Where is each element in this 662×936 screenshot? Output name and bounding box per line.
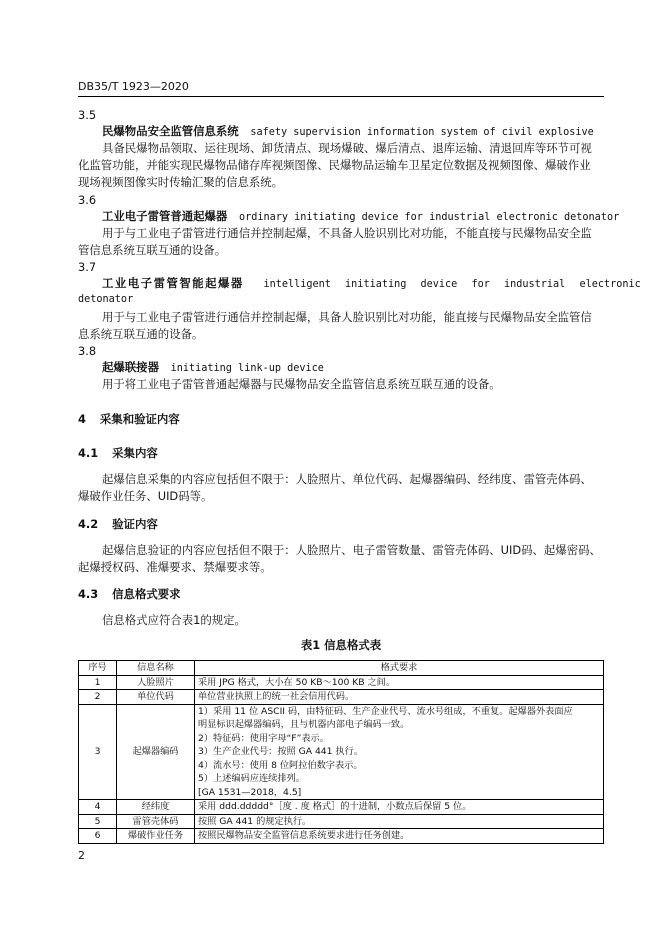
info-format-table bbox=[78, 660, 604, 844]
requirement-line: 2）特征码：使用字母“F”表示。 bbox=[198, 732, 329, 744]
clause-number: 3.7 bbox=[78, 260, 97, 274]
cell-requirement: 采用 ddd.ddddd°［度 . 度 格式］的十进制，小数点后保留 5 位。 bbox=[195, 800, 604, 815]
cell-requirement: 按照民爆物品安全监管信息系统要求进行任务创建。 bbox=[195, 829, 604, 844]
subsection-title: 验证内容 bbox=[112, 517, 158, 531]
definition-line: 用于与工业电子雷管进行通信并控制起爆，不具备人脸识别比对功能，不能直接与民爆物品安全监 bbox=[102, 226, 592, 240]
requirement-line: 1）采用 11 位 ASCII 码，由特征码、生产企业代号、流水号组成，不重复。起爆器外表面应 bbox=[198, 705, 573, 717]
definition-line: 具备民爆物品领取、运往现场、卸货清点、现场爆破、爆后清点、退库运输、清退回库等环节可视 bbox=[102, 141, 592, 155]
term-english: intelligent initiating device for industrial electronic bbox=[263, 279, 641, 290]
cell-no: 4 bbox=[79, 800, 117, 815]
cell-requirement: 单位营业执照上的统一社会信用代码。 bbox=[195, 690, 604, 705]
term-english: safety supervision information system of civil explosive bbox=[250, 127, 594, 138]
cell-name: 雷管壳体码 bbox=[117, 814, 195, 829]
term-entry bbox=[102, 274, 641, 294]
subsection-heading bbox=[78, 585, 181, 603]
paragraph-line: 起爆授权码、准爆要求、禁爆要求等。 bbox=[78, 560, 272, 574]
paragraph-line: 起爆信息采集的内容应包括但不限于：人脸照片、单位代码、起爆器编码、经纬度、雷管壳体码、 bbox=[102, 472, 592, 486]
table-row bbox=[79, 675, 604, 690]
subsection-title: 采集内容 bbox=[112, 446, 158, 460]
table-caption: 表1 信息格式表 bbox=[300, 638, 382, 652]
paragraph-line: 爆破作业任务、UID码等。 bbox=[78, 489, 213, 503]
requirement-line: 明显标识起爆器编码，且与机器内部电子编码一致。 bbox=[198, 719, 410, 730]
paragraph-line: 信息格式应符合表1的规定。 bbox=[102, 613, 246, 627]
cell-name: 人脸照片 bbox=[117, 675, 195, 690]
header-divider bbox=[78, 96, 604, 97]
column-header: 格式要求 bbox=[195, 661, 604, 676]
term-english: initiating link-up device bbox=[170, 363, 324, 374]
clause-number: 3.8 bbox=[78, 344, 97, 358]
term-chinese: 起爆联接器 bbox=[102, 360, 159, 374]
requirement-line: 4）流水号：使用 8 位阿拉伯数字表示。 bbox=[198, 759, 363, 771]
definition-line: 现场视频图像实时传输汇聚的信息系统。 bbox=[78, 175, 284, 189]
subsection-heading bbox=[78, 444, 158, 462]
cell-no: 5 bbox=[79, 814, 117, 829]
clause-number: 3.5 bbox=[78, 108, 97, 122]
table-row bbox=[79, 704, 604, 800]
cell-requirement bbox=[195, 704, 604, 800]
cell-requirement: 按照 GA 441 的规定执行。 bbox=[195, 814, 604, 829]
term-chinese: 民爆物品安全监管信息系统 bbox=[102, 124, 239, 138]
table-header-row bbox=[79, 661, 604, 676]
cell-no: 2 bbox=[79, 690, 117, 705]
cell-no: 6 bbox=[79, 829, 117, 844]
table-row bbox=[79, 814, 604, 829]
cell-requirement: 采用 JPG 格式，大小在 50 KB～100 KB 之间。 bbox=[195, 675, 604, 690]
document-id: DB35/T 1923—2020 bbox=[78, 80, 189, 93]
term-chinese: 工业电子雷管普通起爆器 bbox=[102, 209, 228, 223]
table-row bbox=[79, 800, 604, 815]
definition-line: 化监管功能，并能实现民爆物品储存库视频图像、民爆物品运输车卫星定位数据及视频图像、爆破作业 bbox=[78, 158, 591, 172]
subsection-number: 4.2 bbox=[78, 517, 99, 531]
requirement-line: [GA 1531—2018，4.5] bbox=[198, 786, 302, 798]
subsection-number: 4.1 bbox=[78, 446, 99, 460]
cell-no: 3 bbox=[79, 704, 117, 800]
page-number: 2 bbox=[78, 849, 85, 862]
cell-name: 起爆器编码 bbox=[117, 704, 195, 800]
term-english: ordinary initiating device for industrial electronic detonator bbox=[238, 212, 620, 223]
section-heading bbox=[78, 410, 180, 428]
table-row bbox=[79, 829, 604, 844]
column-header: 信息名称 bbox=[117, 661, 195, 676]
cell-name: 爆破作业任务 bbox=[117, 829, 195, 844]
section-number: 4 bbox=[78, 412, 86, 426]
requirement-line: 3）生产企业代号：按照 GA 441 执行。 bbox=[198, 746, 363, 757]
definition-line: 管信息系统互联互通的设备。 bbox=[78, 243, 227, 257]
definition-line: 用于与工业电子雷管进行通信并控制起爆，具备人脸识别比对功能，能直接与民爆物品安全监管信 bbox=[102, 310, 592, 324]
term-chinese: 工业电子雷管智能起爆器 bbox=[102, 276, 244, 290]
section-title: 采集和验证内容 bbox=[99, 412, 180, 426]
subsection-title: 信息格式要求 bbox=[112, 587, 181, 601]
cell-name: 经纬度 bbox=[117, 800, 195, 815]
cell-name: 单位代码 bbox=[117, 690, 195, 705]
subsection-number: 4.3 bbox=[78, 587, 99, 601]
definition-line: 息系统互联互通的设备。 bbox=[78, 327, 204, 341]
term-english-continued: detonator bbox=[78, 294, 134, 305]
cell-no: 1 bbox=[79, 675, 117, 690]
table-row bbox=[79, 690, 604, 705]
requirement-line: 5）上述编码应连续排列。 bbox=[198, 773, 305, 784]
column-header: 序号 bbox=[79, 661, 117, 676]
clause-number: 3.6 bbox=[78, 193, 97, 207]
paragraph-line: 起爆信息验证的内容应包括但不限于：人脸照片、电子雷管数量、雷管壳体码、UID码、起爆密码、 bbox=[102, 543, 601, 557]
definition-line: 用于将工业电子雷管普通起爆器与民爆物品安全监管信息系统互联互通的设备。 bbox=[102, 377, 501, 391]
subsection-heading bbox=[78, 515, 158, 533]
